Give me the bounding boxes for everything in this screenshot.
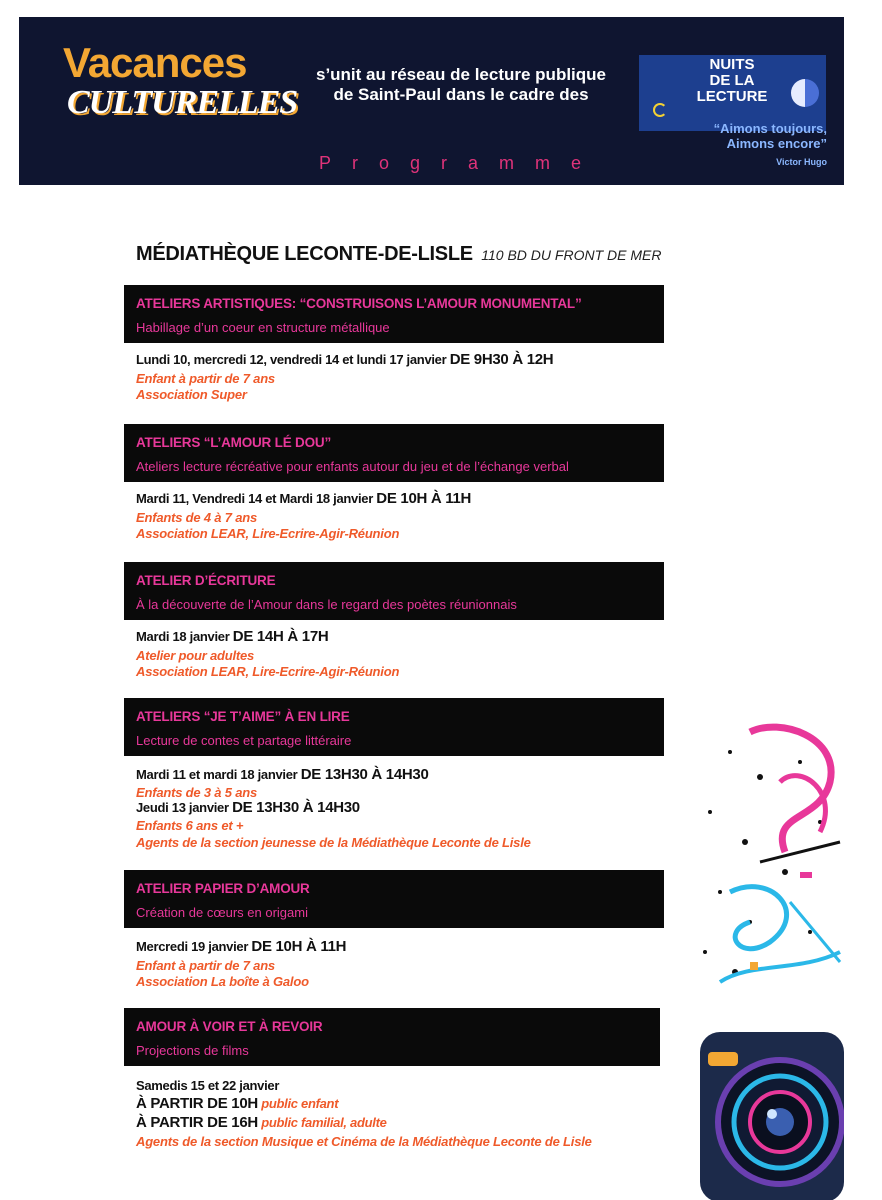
schedule-time: DE 10H À 11H xyxy=(251,938,347,955)
audience: Atelier pour adultes xyxy=(136,648,255,663)
quote xyxy=(669,121,827,151)
section-title: ATELIERS “L’AMOUR LÉ DOU” xyxy=(136,435,332,450)
quote-line-1: “Aimons toujours, xyxy=(713,121,827,136)
header-tagline xyxy=(281,65,641,105)
schedule-time: À PARTIR DE 10H xyxy=(136,1095,258,1112)
audience: Enfants de 4 à 7 ans xyxy=(136,510,257,525)
organizer: Association LEAR, Lire-Ecrire-Agir-Réunion xyxy=(136,526,400,541)
schedule-line xyxy=(136,351,553,368)
section-subtitle: Habillage d’un coeur en structure métallique xyxy=(136,320,390,335)
schedule-line-1 xyxy=(136,1095,338,1112)
schedule-dates: Mercredi 19 janvier xyxy=(136,939,249,954)
organizer: Association Super xyxy=(136,387,247,402)
schedule-dates: Jeudi 13 janvier xyxy=(136,800,229,815)
section-subtitle: Création de cœurs en origami xyxy=(136,905,308,920)
section-header xyxy=(124,698,664,756)
schedule-time: DE 9H30 À 12H xyxy=(449,351,554,368)
section-title: AMOUR À VOIR ET À REVOIR xyxy=(136,1019,323,1034)
schedule-line xyxy=(136,938,346,955)
logo-vacances: Vacances xyxy=(63,39,247,86)
section-subtitle: À la découverte de l’Amour dans le regard des poètes réunionnais xyxy=(136,597,517,612)
quote-line-2: Aimons encore” xyxy=(726,136,827,151)
logo-culturelles: CULTURELLES xyxy=(67,84,298,121)
audience: Enfant à partir de 7 ans xyxy=(136,958,275,973)
nuits-line-1: NUITS xyxy=(709,56,755,73)
schedule-dates: Mardi 18 janvier xyxy=(136,629,230,644)
decorative-camera-art xyxy=(690,722,844,1200)
schedule-time: DE 14H À 17H xyxy=(232,628,329,645)
schedule-line xyxy=(136,490,471,507)
nuits-line-3: LECTURE xyxy=(696,88,768,105)
schedule-time: DE 13H30 À 14H30 xyxy=(232,799,360,816)
schedule-line-2 xyxy=(136,799,360,816)
section-header xyxy=(124,562,664,620)
audience: public familial, adulte xyxy=(261,1115,387,1130)
section-header xyxy=(124,285,664,343)
schedule-dates: Mardi 11, Vendredi 14 et Mardi 18 janvier xyxy=(136,491,373,506)
camera-illustration xyxy=(700,1032,844,1200)
schedule-time: À PARTIR DE 16H xyxy=(136,1114,258,1131)
section-subtitle: Lecture de contes et partage littéraire xyxy=(136,733,352,748)
section-title: ATELIER D’ÉCRITURE xyxy=(136,573,276,588)
section-subtitle: Ateliers lecture récréative pour enfants autour du jeu et de l’échange verbal xyxy=(136,459,569,474)
header-banner xyxy=(19,17,844,185)
organizer: Agents de la section Musique et Cinéma de la Médiathèque Leconte de Lisle xyxy=(136,1134,592,1149)
organizer: Association LEAR, Lire-Ecrire-Agir-Réunion xyxy=(136,664,400,679)
venue-name: MÉDIATHÈQUE LECONTE-DE-LISLE xyxy=(136,243,473,265)
section-subtitle: Projections de films xyxy=(136,1043,249,1058)
programme-label: Programme xyxy=(319,153,603,173)
nuits-lecture-text xyxy=(689,57,775,105)
venue-heading xyxy=(136,243,661,266)
organizer: Association La boîte à Galoo xyxy=(136,974,309,989)
section-header xyxy=(124,1008,660,1066)
moon-icon xyxy=(791,79,819,107)
schedule-line xyxy=(136,766,429,783)
organizer: Agents de la section jeunesse de la Médiathèque Leconte de Lisle xyxy=(136,835,531,850)
schedule-time: DE 13H30 À 14H30 xyxy=(300,766,429,783)
venue-address: 110 BD DU FRONT DE MER xyxy=(481,247,662,263)
nuits-line-2: DE LA xyxy=(709,72,755,89)
section-title: ATELIER PAPIER D’AMOUR xyxy=(136,881,310,896)
section-header xyxy=(124,424,664,482)
section-header xyxy=(124,870,664,928)
schedule-line-2 xyxy=(136,1114,387,1131)
quote-author: Victor Hugo xyxy=(776,157,827,167)
section-title: ATELIERS ARTISTIQUES: “CONSTRUISONS L’AMOUR MONUMENTAL” xyxy=(136,296,582,311)
tagline-line-1: s’unit au réseau de lecture publique xyxy=(315,65,606,84)
audience: Enfant à partir de 7 ans xyxy=(136,371,275,386)
audience: public enfant xyxy=(261,1096,339,1111)
crescent-icon xyxy=(653,103,667,117)
audience: Enfants 6 ans et + xyxy=(136,818,244,833)
audience: Enfants de 3 à 5 ans xyxy=(136,785,257,800)
schedule-line xyxy=(136,628,328,645)
section-title: ATELIERS “JE T’AIME” À EN LIRE xyxy=(136,709,350,724)
nuits-lecture-logo xyxy=(639,55,826,131)
schedule-dates: Samedis 15 et 22 janvier xyxy=(136,1078,280,1093)
schedule-time: DE 10H À 11H xyxy=(376,490,472,507)
schedule-dates: Lundi 10, mercredi 12, vendredi 14 et lundi 17 janvier xyxy=(136,352,447,367)
tagline-line-2: de Saint-Paul dans le cadre des xyxy=(333,85,589,104)
schedule-dates: Mardi 11 et mardi 18 janvier xyxy=(136,767,298,782)
